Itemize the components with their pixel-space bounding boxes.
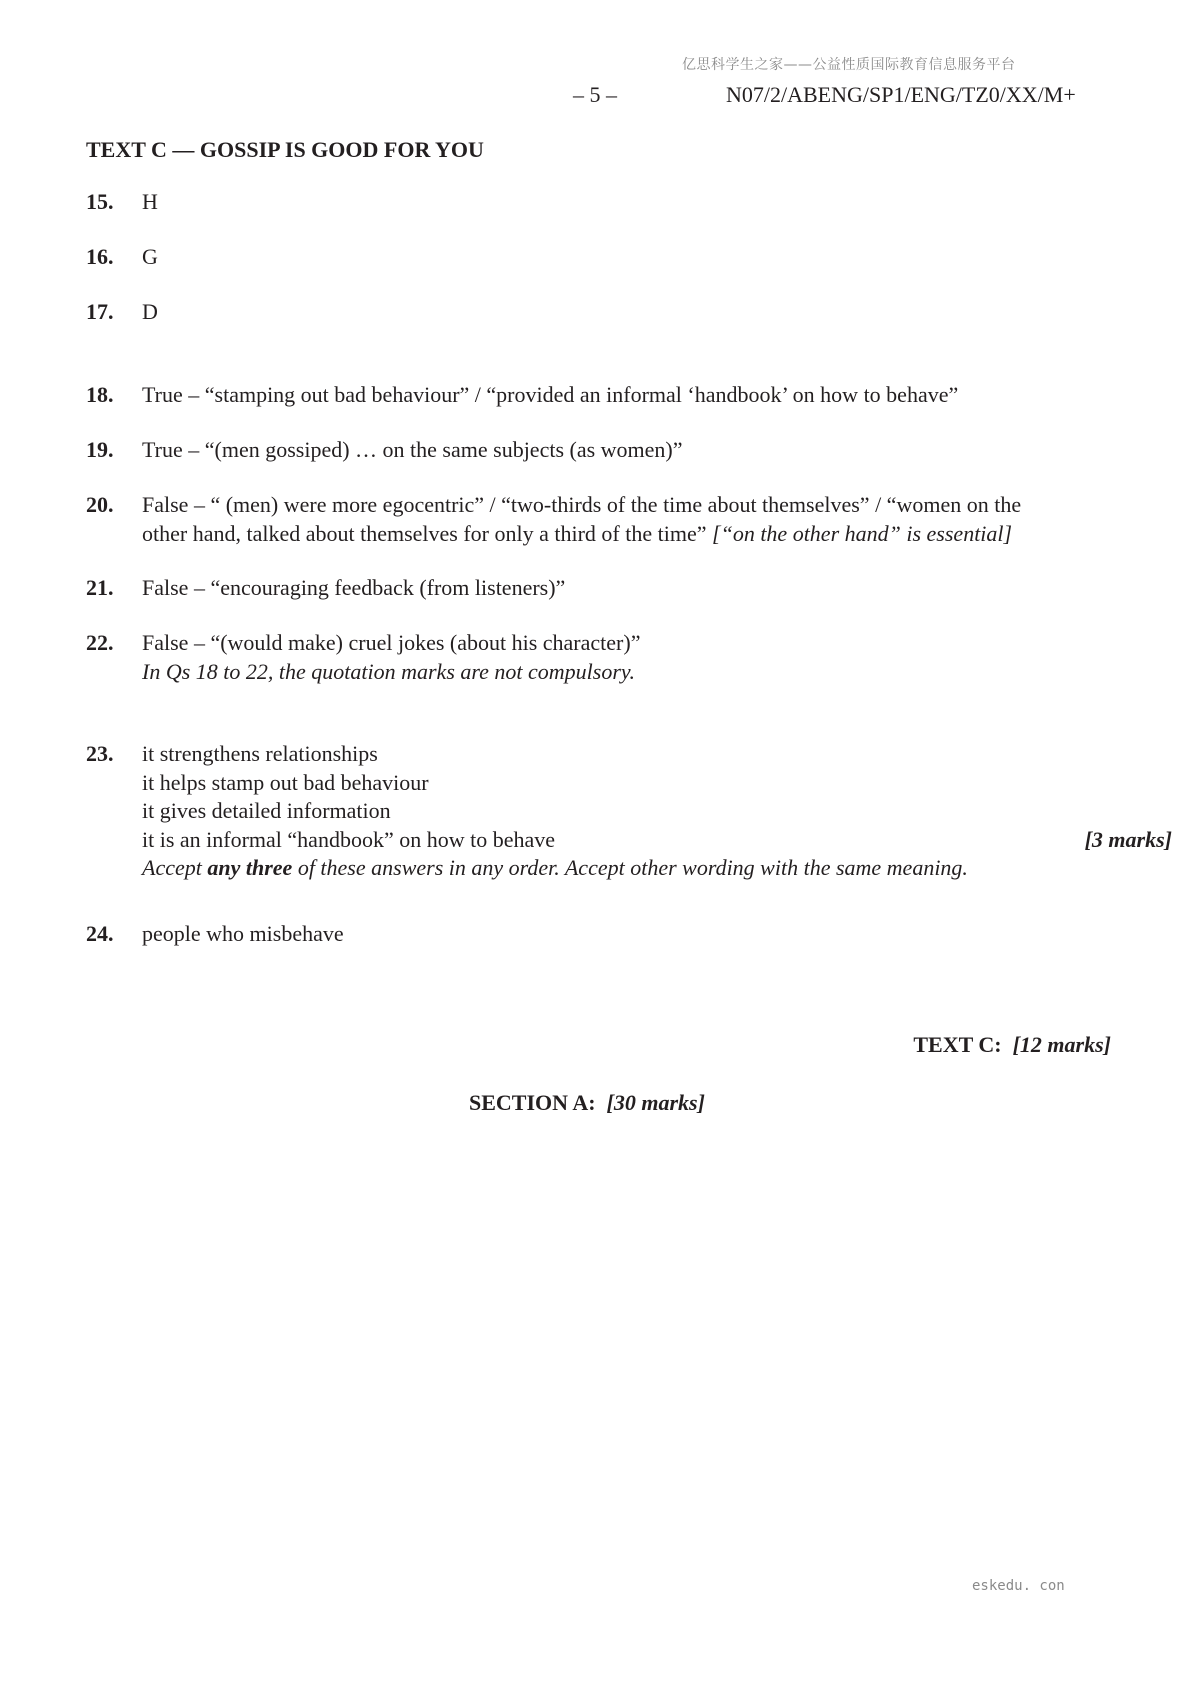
answer-text: H: [142, 189, 158, 214]
question-24: [86, 920, 1116, 949]
watermark-footer: eskedu. con: [972, 1578, 1065, 1594]
note-emphasis: any three: [207, 855, 293, 880]
question-20: [86, 491, 1116, 548]
text-c-total: [913, 1032, 1111, 1058]
answer-text: G: [142, 244, 158, 269]
question-18: [86, 381, 1116, 410]
answer-text: False – “(would make) cruel jokes (about his character)”: [142, 630, 641, 655]
question-number: 18.: [86, 382, 114, 407]
question-number: 23.: [86, 741, 114, 766]
answer-item-row: [142, 826, 1172, 855]
answer-text-continued: [142, 520, 1116, 549]
total-label: SECTION A:: [469, 1090, 596, 1115]
question-19: [86, 436, 1116, 465]
section-title: TEXT C — GOSSIP IS GOOD FOR YOU: [86, 137, 484, 162]
question-16: [86, 243, 1116, 272]
page-number: – 5 –: [573, 82, 617, 107]
answer-text: False – “ (men) were more egocentric” / “two-thirds of the time about themselves” / “women on the: [142, 492, 1022, 517]
question-15: [86, 188, 1116, 217]
answer-item: it helps stamp out bad behaviour: [142, 769, 429, 795]
answer-text: people who misbehave: [142, 921, 344, 946]
answer-text: True – “stamping out bad behaviour” / “provided an informal ‘handbook’ on how to behave”: [142, 382, 959, 407]
question-number: 15.: [86, 189, 114, 214]
total-marks: [30 marks]: [606, 1090, 705, 1115]
note-text: of these answers in any order. Accept other wording with the same meaning.: [292, 855, 968, 880]
question-number: 17.: [86, 299, 114, 324]
answer-text: True – “(men gossiped) … on the same subjects (as women)”: [142, 437, 683, 462]
total-marks: [12 marks]: [1012, 1032, 1111, 1057]
answer-text: D: [142, 299, 158, 324]
question-number: 22.: [86, 630, 114, 655]
question-21: [86, 574, 1116, 603]
section-a-total: [469, 1090, 705, 1116]
answer-text: other hand, talked about themselves for only a third of the time”: [142, 520, 713, 546]
answer-text: False – “encouraging feedback (from listeners)”: [142, 575, 566, 600]
answer-item: it gives detailed information: [142, 798, 391, 823]
marking-note: In Qs 18 to 22, the quotation marks are not compulsory.: [142, 658, 635, 684]
total-label: TEXT C:: [913, 1032, 1002, 1057]
question-number: 24.: [86, 921, 114, 946]
marks-label: [3 marks]: [1084, 826, 1172, 852]
question-number: 16.: [86, 244, 114, 269]
marking-note: [142, 854, 1116, 883]
question-number: 19.: [86, 437, 114, 462]
question-number: 20.: [86, 492, 114, 517]
question-number: 21.: [86, 575, 114, 600]
paper-code: N07/2/ABENG/SP1/ENG/TZ0/XX/M+: [726, 82, 1076, 107]
marking-note: [“on the other hand” is essential]: [712, 520, 1013, 546]
answer-item: it strengthens relationships: [142, 741, 378, 766]
watermark-header: 亿思科学生之家——公益性质国际教育信息服务平台: [682, 57, 1016, 73]
question-22: [86, 629, 1116, 686]
question-17: [86, 298, 1116, 327]
question-23: [86, 740, 1172, 883]
answer-item: it is an informal “handbook” on how to behave: [142, 826, 556, 852]
note-text: Accept: [142, 855, 208, 880]
